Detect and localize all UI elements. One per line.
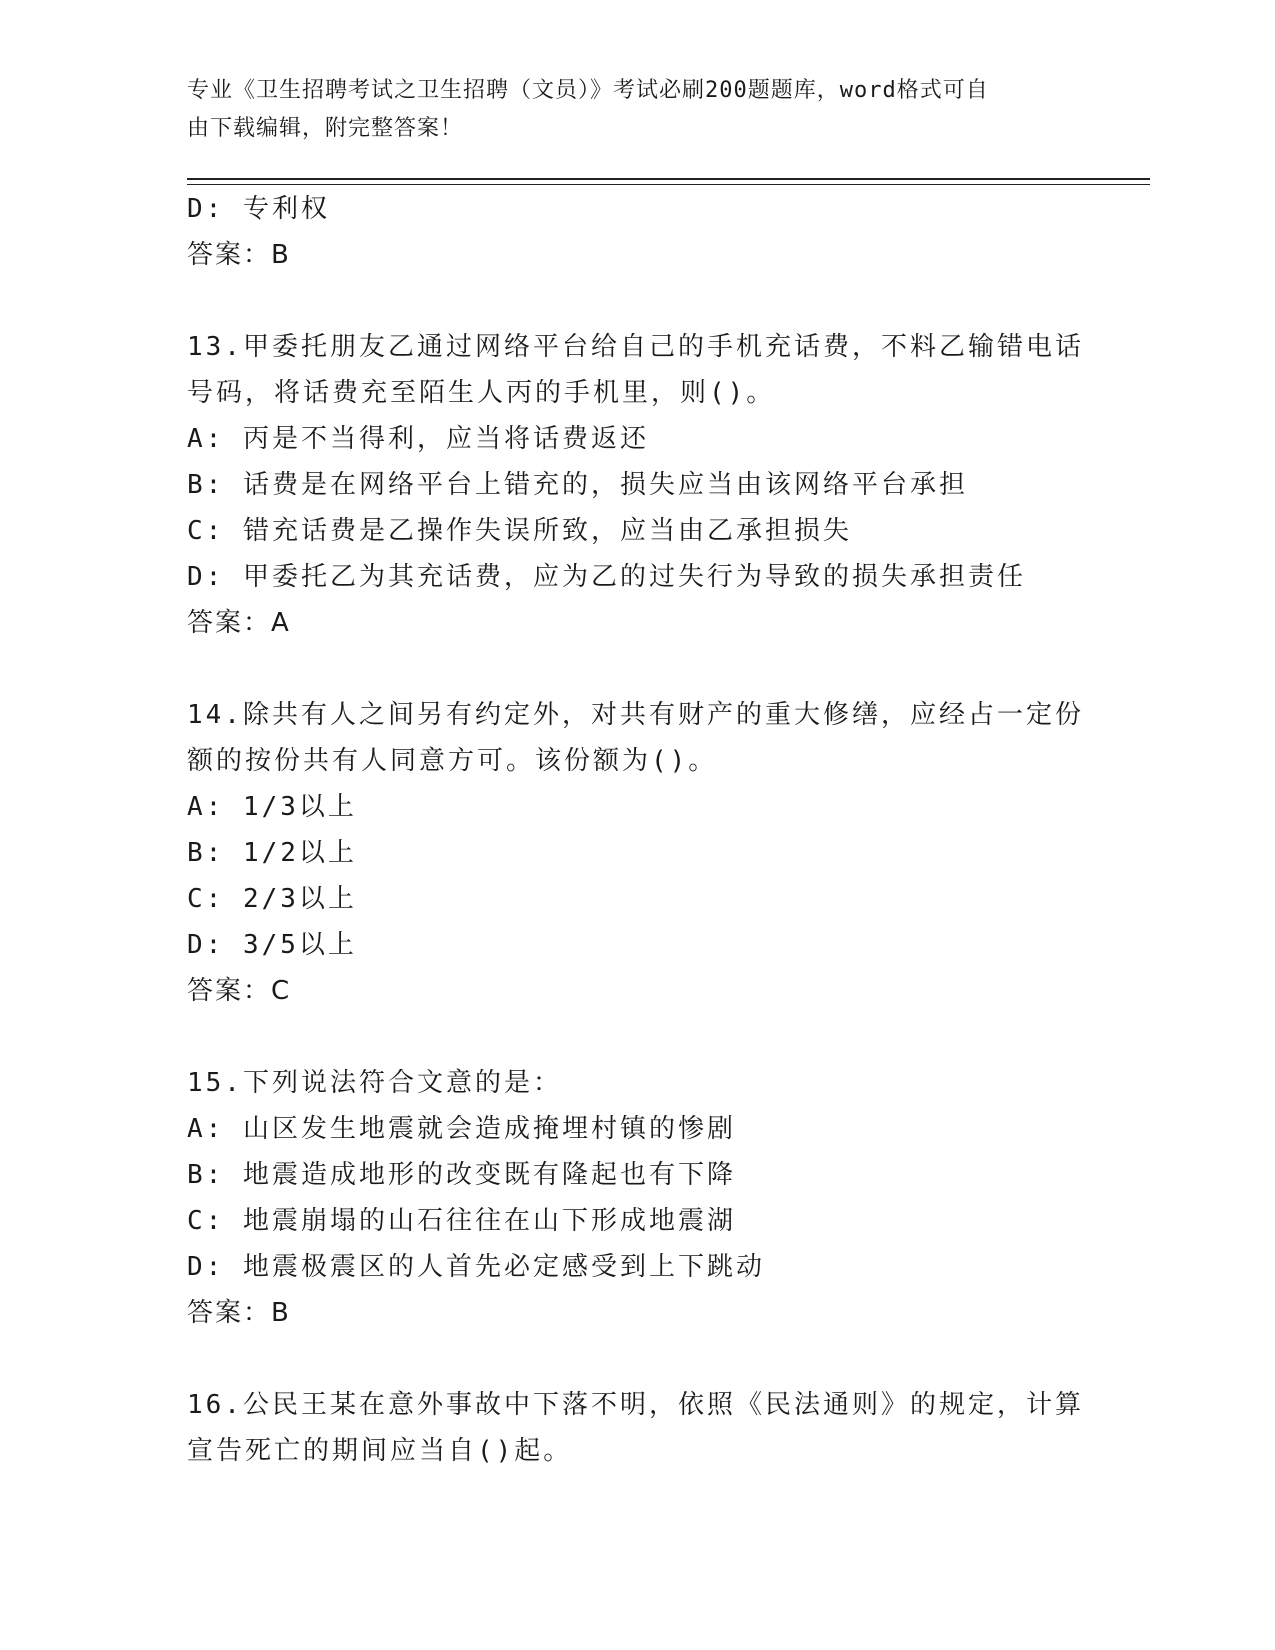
spacer xyxy=(187,646,1087,692)
option-b: B: 1/2以上 xyxy=(187,838,357,868)
question-stem-cont: 宣告死亡的期间应当自()起。 xyxy=(187,1436,573,1466)
question-15 xyxy=(187,1060,1087,1336)
question-stem: 16.公民王某在意外事故中下落不明，依照《民法通则》的规定，计算 xyxy=(187,1390,1084,1420)
option-a: A: 山区发生地震就会造成掩埋村镇的惨剧 xyxy=(187,1114,736,1144)
question-14 xyxy=(187,692,1087,1014)
option-c: C: 2/3以上 xyxy=(187,884,357,914)
spacer xyxy=(187,1336,1087,1382)
option-d: D: 甲委托乙为其充话费，应为乙的过失行为导致的损失承担责任 xyxy=(187,562,1026,592)
option-c: C: 地震崩塌的山石往往在山下形成地震湖 xyxy=(187,1206,736,1236)
option-d: D: 3/5以上 xyxy=(187,930,357,960)
spacer xyxy=(187,1014,1087,1060)
header-line-2: 由下载编辑，附完整答案！ xyxy=(187,116,464,141)
question-stem: 15.下列说法符合文意的是： xyxy=(187,1068,562,1098)
header-divider-thick xyxy=(187,178,1150,180)
answer: 答案：C xyxy=(187,976,292,1006)
option-d: D: 地震极震区的人首先必定感受到上下跳动 xyxy=(187,1252,765,1282)
answer: 答案：B xyxy=(187,1298,291,1328)
header-divider-thin xyxy=(187,184,1150,185)
answer: 答案：B xyxy=(187,240,291,270)
header-line-1: 专业《卫生招聘考试之卫生招聘（文员）》考试必刷200题题库，word格式可自 xyxy=(187,78,989,103)
question-stem-cont: 额的按份共有人同意方可。该份额为()。 xyxy=(187,746,718,776)
question-list xyxy=(187,186,1087,1474)
option-b: B: 地震造成地形的改变既有隆起也有下降 xyxy=(187,1160,736,1190)
question-13 xyxy=(187,324,1087,646)
option-a: A: 丙是不当得利，应当将话费返还 xyxy=(187,424,649,454)
question-stem: 13.甲委托朋友乙通过网络平台给自己的手机充话费，不料乙输错电话 xyxy=(187,332,1084,362)
option-b: B: 话费是在网络平台上错充的，损失应当由该网络平台承担 xyxy=(187,470,968,500)
option-c: C: 错充话费是乙操作失误所致，应当由乙承担损失 xyxy=(187,516,852,546)
question-12-tail xyxy=(187,186,1087,278)
question-16 xyxy=(187,1382,1087,1474)
spacer xyxy=(187,278,1087,324)
question-stem-cont: 号码，将话费充至陌生人丙的手机里，则()。 xyxy=(187,378,776,408)
document-header xyxy=(187,72,1067,148)
option-d: D: 专利权 xyxy=(187,194,330,224)
option-a: A: 1/3以上 xyxy=(187,792,357,822)
question-stem: 14.除共有人之间另有约定外，对共有财产的重大修缮，应经占一定份 xyxy=(187,700,1084,730)
answer: 答案：A xyxy=(187,608,291,638)
